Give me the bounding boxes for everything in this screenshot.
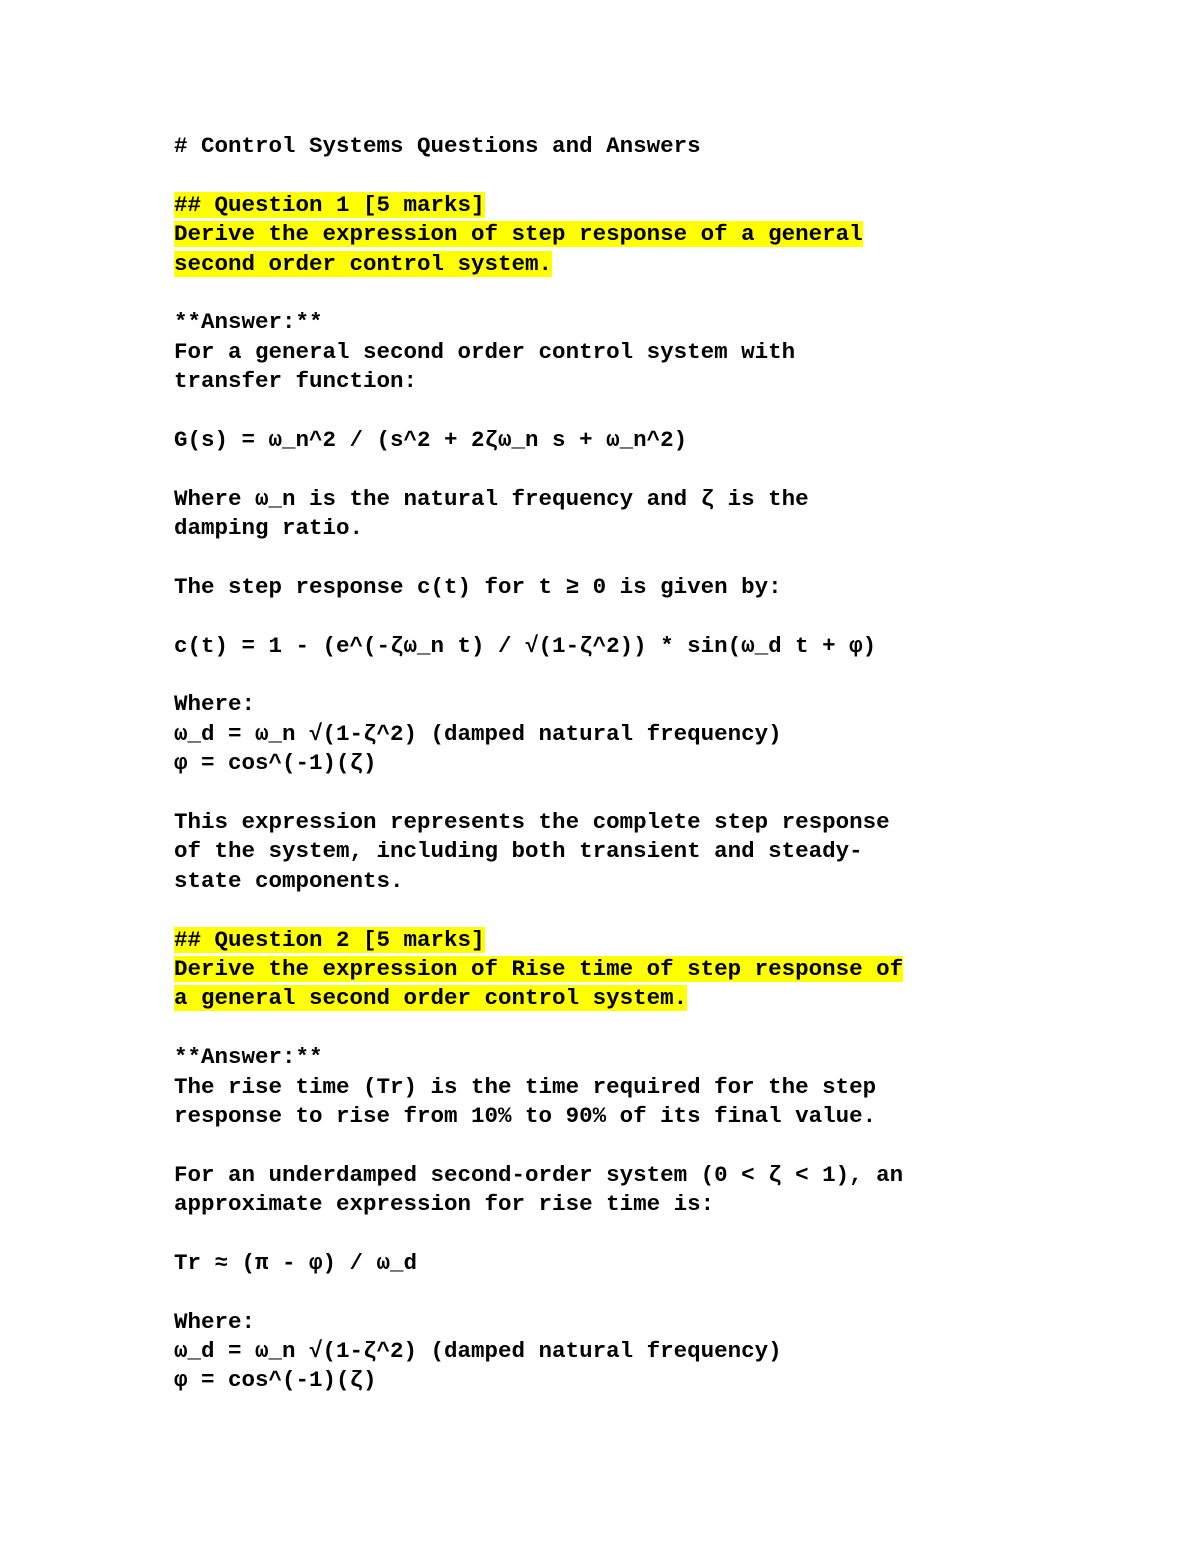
- question-1-summary-line: state components.: [174, 867, 404, 894]
- question-1-intro-line: For a general second order control system with: [174, 338, 796, 365]
- question-1-intro-line: transfer function:: [174, 368, 418, 395]
- question-1-summary-line: This expression represents the complete step response: [174, 808, 890, 835]
- question-2-prompt-text: a general second order control system.: [174, 985, 688, 1012]
- question-1-phi-definition: φ = cos^(-1)(ζ): [174, 750, 377, 777]
- question-2-omega-d-definition: ω_d = ω_n √(1-ζ^2) (damped natural frequency): [174, 1338, 782, 1365]
- spacer: [174, 279, 1034, 308]
- question-1-prompt-line: [174, 250, 1034, 279]
- question-1-prompt-text: Derive the expression of step response of a general: [174, 221, 863, 248]
- spacer: [174, 161, 1034, 190]
- document-title: # Control Systems Questions and Answers: [174, 133, 701, 159]
- question-2-answer-label: **Answer:**: [174, 1044, 323, 1071]
- question-1-omega-d-definition: ω_d = ω_n √(1-ζ^2) (damped natural frequency): [174, 720, 782, 747]
- spacer: [174, 1278, 1034, 1307]
- spacer: [174, 779, 1034, 808]
- spacer: [174, 1131, 1034, 1160]
- question-1-where-line: Where ω_n is the natural frequency and ζ is the: [174, 485, 809, 512]
- question-1-heading-text: ## Question 1 [5 marks]: [174, 191, 485, 218]
- document-body: [174, 132, 1034, 1396]
- question-1-where-label: Where:: [174, 691, 256, 718]
- question-1-summary-line: of the system, including both transient and steady-: [174, 838, 863, 865]
- spacer: [174, 397, 1034, 426]
- spacer: [174, 602, 1034, 631]
- question-2-prompt-text: Derive the expression of Rise time of step response of: [174, 955, 904, 982]
- spacer: [174, 661, 1034, 690]
- question-1-heading: [174, 191, 1034, 220]
- spacer: [174, 543, 1034, 572]
- question-1-prompt-text: second order control system.: [174, 250, 553, 277]
- question-2-prompt-line: [174, 955, 1034, 984]
- transfer-function-equation: G(s) = ω_n^2 / (s^2 + 2ζω_n s + ω_n^2): [174, 426, 688, 453]
- question-2-heading: [174, 926, 1034, 955]
- question-2-heading-text: ## Question 2 [5 marks]: [174, 926, 485, 953]
- question-1-answer-label: **Answer:**: [174, 309, 323, 336]
- question-1-where-line: damping ratio.: [174, 515, 364, 542]
- spacer: [174, 455, 1034, 484]
- question-2-phi-definition: φ = cos^(-1)(ζ): [174, 1367, 377, 1394]
- spacer: [174, 1014, 1034, 1043]
- rise-time-definition-line: response to rise from 10% to 90% of its final value.: [174, 1102, 877, 1129]
- spacer: [174, 896, 1034, 925]
- rise-time-equation: Tr ≈ (π - φ) / ω_d: [174, 1249, 418, 1276]
- rise-time-definition-line: The rise time (Tr) is the time required for the step: [174, 1073, 877, 1100]
- question-2-where-label: Where:: [174, 1308, 256, 1335]
- question-2-prompt-line: [174, 984, 1034, 1013]
- question-1-prompt-line: [174, 220, 1034, 249]
- step-response-intro: The step response c(t) for t ≥ 0 is given by:: [174, 573, 782, 600]
- rise-time-approx-line: For an underdamped second-order system (0 < ζ < 1), an: [174, 1161, 904, 1188]
- step-response-equation: c(t) = 1 - (e^(-ζω_n t) / √(1-ζ^2)) * sin(ω_d t + φ): [174, 632, 877, 659]
- spacer: [174, 1219, 1034, 1248]
- rise-time-approx-line: approximate expression for rise time is:: [174, 1191, 715, 1218]
